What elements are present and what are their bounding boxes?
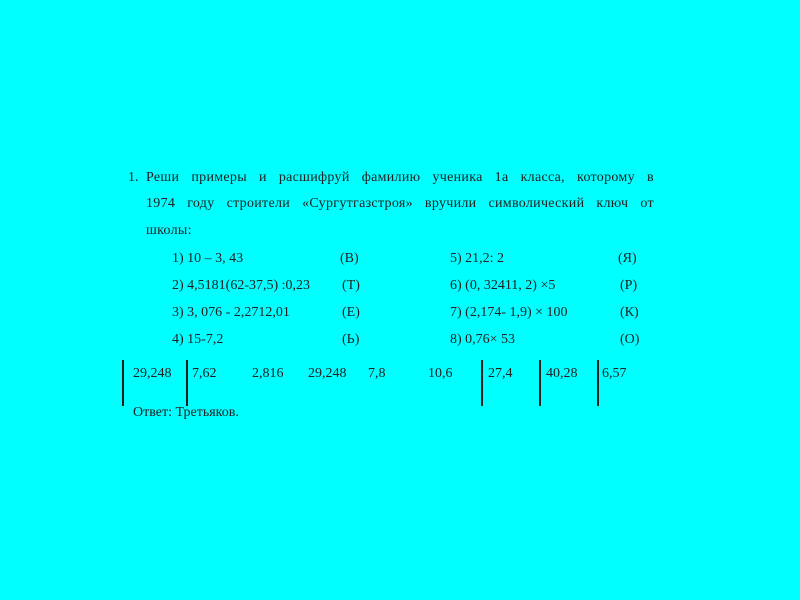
task-word: фамилию	[361, 170, 421, 185]
task-word: строители	[226, 196, 291, 211]
grid-cell: 7,8	[368, 366, 386, 381]
example-2-letter: (Т)	[342, 278, 360, 293]
grid-cell: 2,816	[252, 366, 284, 381]
task-word: символический	[488, 196, 585, 211]
grid-divider	[481, 360, 483, 406]
task-word: класса,	[520, 170, 565, 185]
example-6-letter: (Р)	[620, 278, 638, 293]
answer-grid	[118, 360, 638, 406]
task-word: «Сургутгазстроя»	[302, 196, 413, 211]
grid-divider	[186, 360, 188, 406]
task-word: вручили	[424, 196, 477, 211]
task-word: 1а	[494, 170, 509, 185]
example-5-expression: 5) 21,2: 2	[450, 251, 505, 266]
grid-cell: 7,62	[192, 366, 217, 381]
task-word: и	[259, 170, 267, 185]
example-8-letter: (О)	[620, 332, 640, 347]
task-word: году	[187, 196, 215, 211]
grid-divider	[597, 360, 599, 406]
task-word: расшифруй	[278, 170, 350, 185]
example-4-expression: 4) 15-7,2	[172, 332, 224, 347]
task-word: примеры	[191, 170, 247, 185]
grid-divider	[539, 360, 541, 406]
example-1-expression: 1) 10 – 3, 43	[172, 251, 244, 266]
task-word: которому	[577, 170, 635, 185]
grid-cell: 6,57	[602, 366, 627, 381]
example-4-letter: (Ь)	[342, 332, 360, 347]
example-6-expression: 6) (0, 32411, 2) ×5	[450, 278, 556, 293]
grid-cell: 27,4	[488, 366, 513, 381]
task-text-line-3: школы:	[146, 223, 192, 238]
grid-divider	[122, 360, 124, 406]
example-3-expression: 3) 3, 076 - 2,2712,01	[172, 305, 290, 320]
task-word: 1974	[146, 196, 176, 211]
task-text-line-2	[146, 196, 654, 212]
grid-cell: 29,248	[308, 366, 347, 381]
task-word: Реши	[146, 170, 180, 185]
task-word: ученика	[432, 170, 483, 185]
task-text-line-1	[146, 170, 654, 186]
example-2-expression: 2) 4,5181(62-37,5) :0,23	[172, 278, 311, 293]
task-word: в	[646, 170, 654, 185]
example-8-expression: 8) 0,76× 53	[450, 332, 516, 347]
grid-cell: 40,28	[546, 366, 578, 381]
task-word: от	[640, 196, 654, 211]
grid-cell: 29,248	[133, 366, 172, 381]
example-5-letter: (Я)	[618, 251, 637, 266]
example-7-expression: 7) (2,174- 1,9) × 100	[450, 305, 568, 320]
example-7-letter: (К)	[620, 305, 639, 320]
grid-cell: 10,6	[428, 366, 453, 381]
answer-text: Ответ: Третьяков.	[133, 405, 239, 420]
example-3-letter: (Е)	[342, 305, 360, 320]
example-1-letter: (В)	[340, 251, 359, 266]
task-number: 1.	[128, 170, 139, 185]
task-word: ключ	[596, 196, 629, 211]
